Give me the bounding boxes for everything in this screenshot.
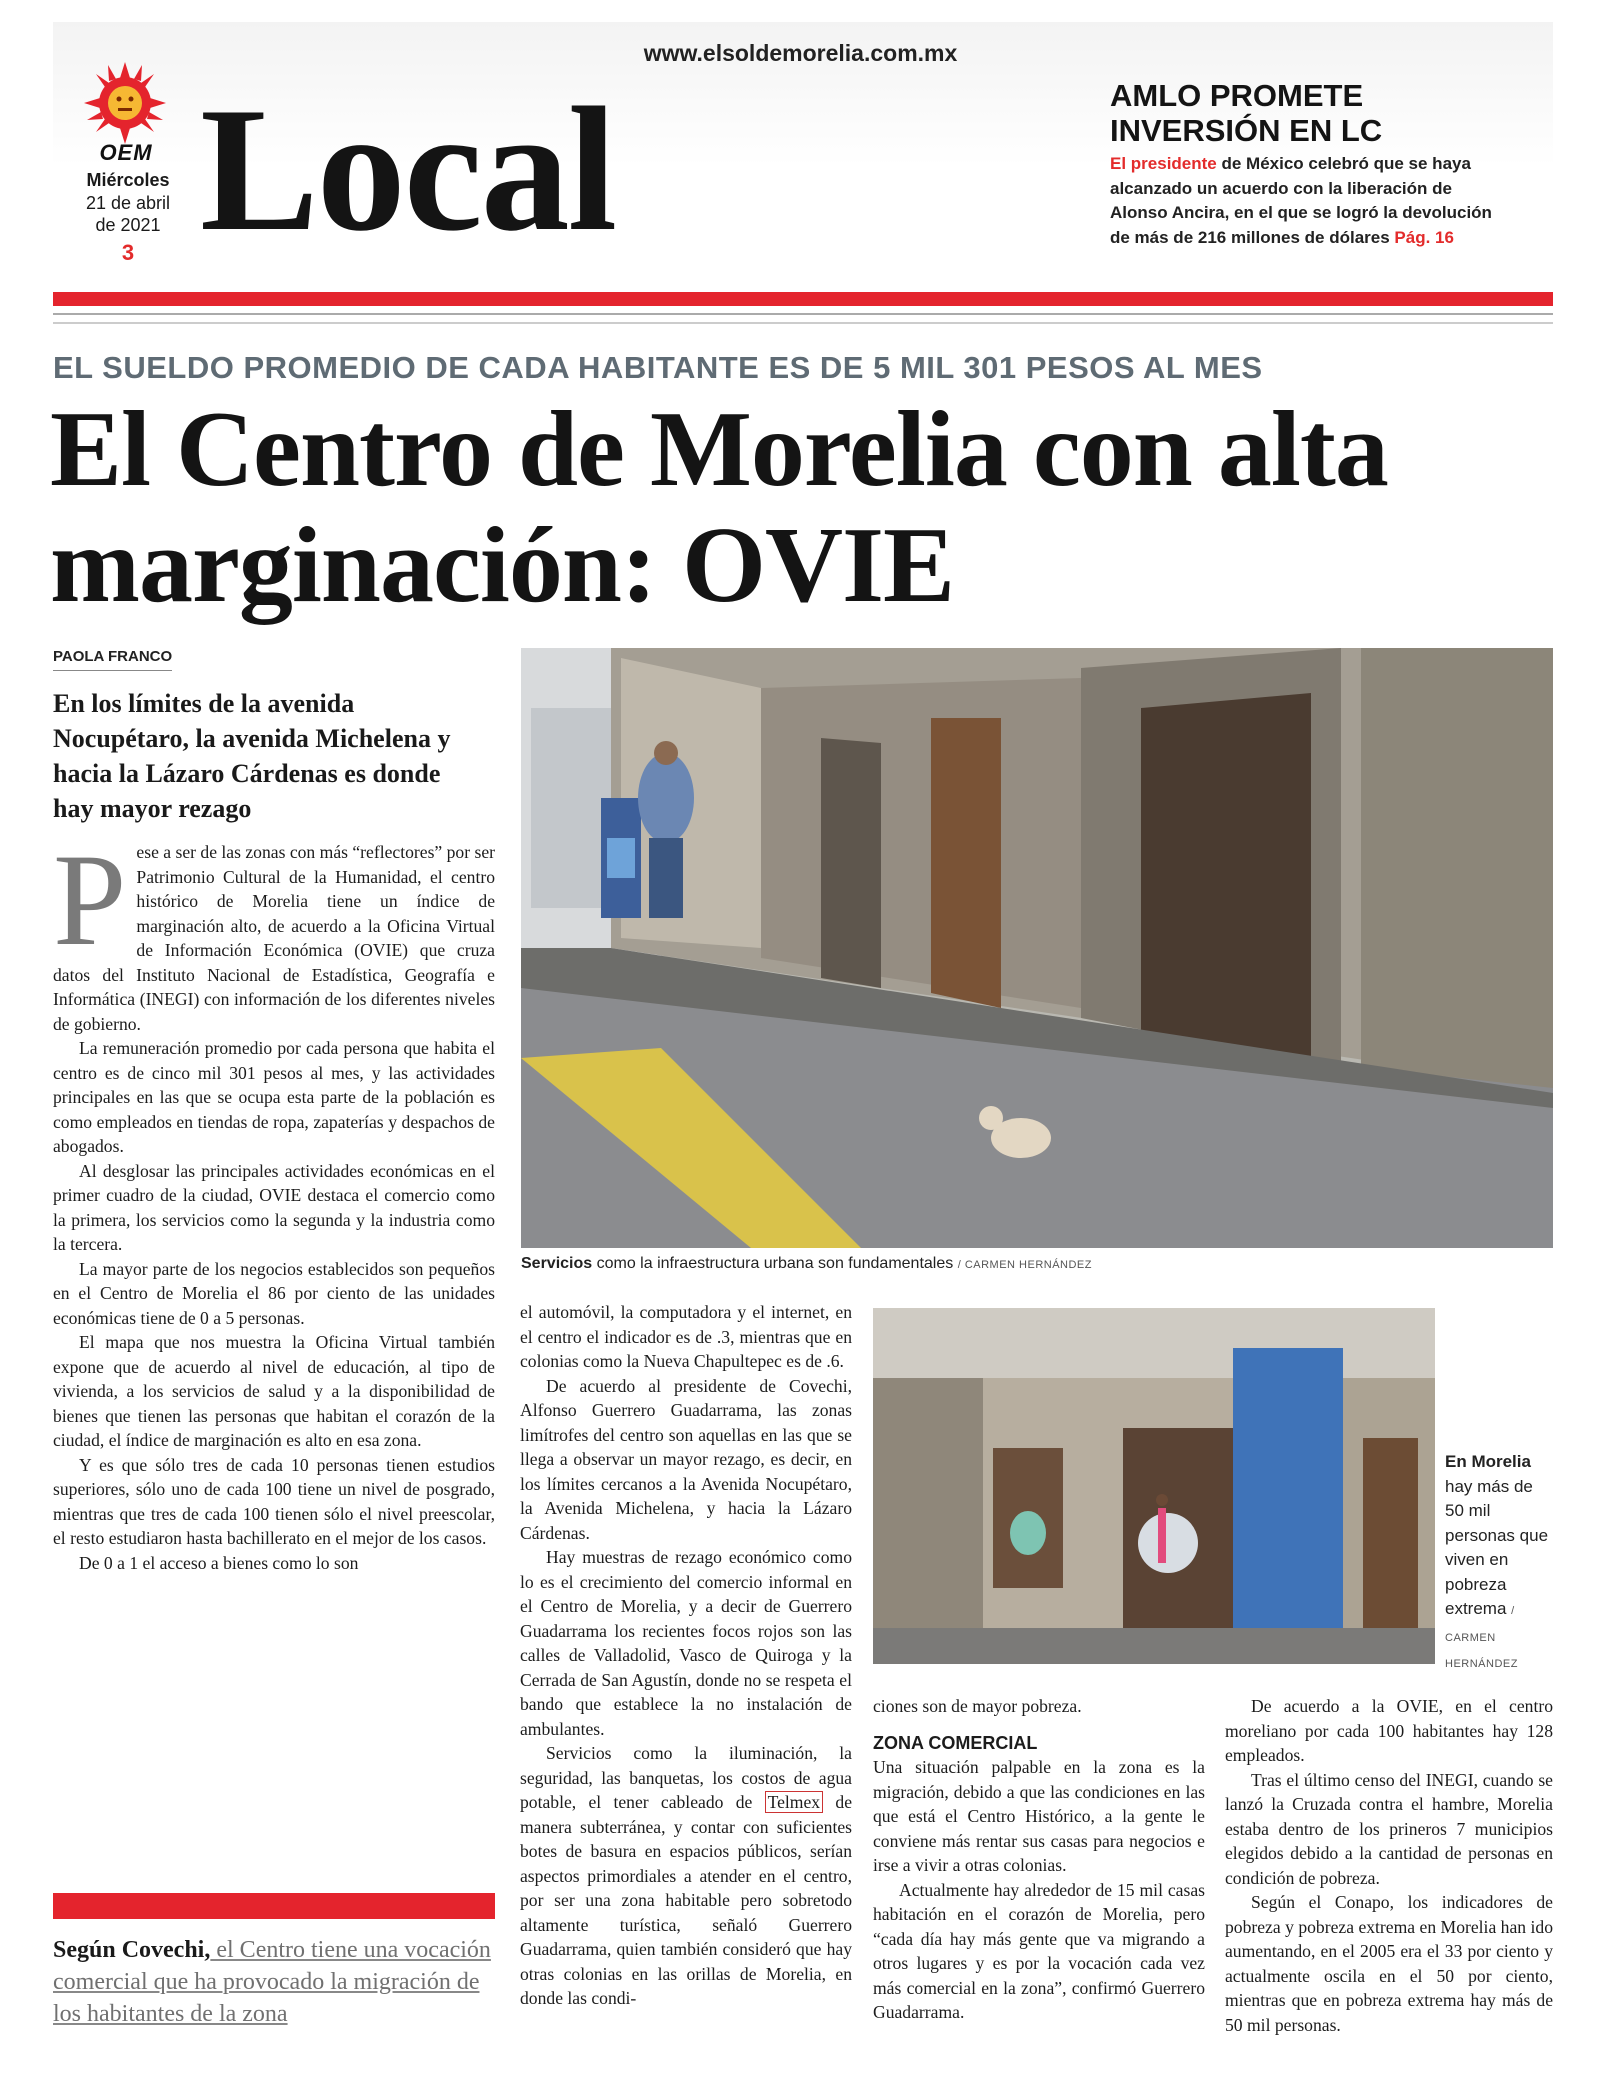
facade-photo bbox=[873, 1308, 1435, 1664]
promo-highlight: El presidente bbox=[1110, 154, 1217, 173]
article-column-2 bbox=[520, 1300, 852, 2011]
site-url[interactable]: www.elsoldemorelia.com.mx bbox=[643, 40, 958, 66]
article-column-1 bbox=[53, 826, 495, 1575]
paragraph-part: Servicios como la iluminación, la seguridad, las banquetas, los costos de agua potable, el tener cableado de bbox=[520, 1743, 852, 1812]
red-rule bbox=[53, 292, 1553, 306]
date-day: Miércoles bbox=[86, 170, 170, 190]
pullquote bbox=[53, 1934, 495, 2030]
telmex-link[interactable]: Telmex bbox=[765, 1791, 824, 1813]
pullquote-lead: Según Covechi, bbox=[53, 1937, 211, 1963]
paragraph: Una situación palpable en la zona es la migración, debido a que las condiciones en las que está el Centro Histórico, a la gente le conviene más rentar sus casas para negocios e irse a vivir a otras colonias. bbox=[873, 1757, 1205, 1875]
divider bbox=[53, 322, 1553, 324]
photo-caption bbox=[1445, 1450, 1553, 1677]
pullquote-text: el Centro tiene una vocación comercial que ha provocado la migración de los habitantes de la zona bbox=[53, 1937, 491, 2027]
page-number: 3 bbox=[121, 240, 135, 265]
promo-body bbox=[1110, 152, 1510, 250]
caption-lead: Servicios bbox=[521, 1255, 593, 1272]
paragraph: De acuerdo a la OVIE, en el centro moreliano por cada 100 habitantes hay 128 empleados. bbox=[1225, 1696, 1553, 1765]
photo-caption bbox=[521, 1255, 1553, 1273]
paragraph: Actualmente hay alrededor de 15 mil casas habitación en el corazón de Morelia, pero “cada día hay más gente que va migrando a otros lugares y es por la vocación cada vez más comercial en la zona”, confirmó Guerrero Guadarrama. bbox=[873, 1879, 1205, 2022]
divider bbox=[53, 313, 1553, 315]
paragraph: La remuneración promedio por cada persona que habita el centro es de cinco mil 301 pesos al mes, y las actividades principales en las que se ocupa esta parte de la población es como empleados en tiendas de ropa, zapaterías y despachos de abogados. bbox=[53, 1038, 495, 1156]
subsection-heading: ZONA COMERCIAL bbox=[873, 1732, 1038, 1753]
sun-logo-icon bbox=[84, 62, 166, 144]
article-column-4 bbox=[1225, 1694, 1553, 2037]
promo-text: de México celebró que se haya alcanzado un acuerdo con la liberación de Alonso Ancira, en el que se logró la devolución de más de 216 millones de dólares bbox=[1110, 154, 1492, 247]
paragraph bbox=[520, 1741, 852, 2011]
section-title: Local bbox=[200, 70, 616, 268]
street-photo bbox=[521, 648, 1553, 1248]
promo-page-link[interactable]: Pág. 16 bbox=[1394, 227, 1454, 247]
photo-credit: / CARMEN HERNÁNDEZ bbox=[1445, 1605, 1518, 1670]
byline: PAOLA FRANCO bbox=[53, 648, 172, 671]
paragraph-part: de manera subterránea, y contar con suficientes botes de basura en espacios públicos, serían aspectos primordiales a atender en el centro, por ser una zona habitable pero sobretodo altamente turística, señaló Guerrero Guadarrama, quien también consideró que hay otras colonias en las orillas de Morelia, en donde las condi- bbox=[520, 1792, 852, 2008]
paragraph: La mayor parte de los negocios establecidos son pequeños en el Centro de Morelia el 86 por ciento de las unidades económicas tiene de 0 a 5 personas. bbox=[53, 1258, 495, 1328]
paragraph: Y es que sólo tres de cada 10 personas tienen estudios superiores, sólo uno de cada 100 tiene un nivel de posgrado, mientras que tres de cada 100 tienen sólo el nivel preescolar, el resto estudiaron hasta bachillerato en el mejor de los casos. bbox=[53, 1454, 495, 1548]
photo-credit: / CARMEN HERNÁNDEZ bbox=[957, 1259, 1092, 1271]
paragraph: ciones son de mayor pobreza. bbox=[873, 1696, 1082, 1716]
article-kicker: EL SUELDO PROMEDIO DE CADA HABITANTE ES DE 5 MIL 301 PESOS AL MES bbox=[53, 350, 1263, 385]
paragraph: Hay muestras de rezago económico como lo es el crecimiento del comercio informal en el Centro de Morelia, y a decir de Guerrero Guadarrama los recientes focos rojos son las calles de Valladolid, Vasco de Quiroga y la Cerrada de San Agustín, donde no se respeta el bando que establece la no instalación de ambulantes. bbox=[520, 1547, 852, 1739]
dropcap: P bbox=[53, 826, 127, 973]
caption-lead: En Morelia bbox=[1445, 1452, 1531, 1471]
caption-text: como la infraestructura urbana son fundamentales bbox=[592, 1255, 958, 1272]
street-photo-illustration bbox=[521, 648, 1553, 1248]
facade-photo-illustration bbox=[873, 1308, 1435, 1664]
pullquote-bar bbox=[53, 1893, 495, 1919]
paragraph: De acuerdo al presidente de Covechi, Alfonso Guerrero Guadarrama, las zonas limítrofes del centro son aquellas en las que se llega a observar un mayor rezago, es decir, en los límites cercanos a la Avenida Nocupétaro, la Avenida Michelena, y hacia la Lázaro Cárdenas. bbox=[520, 1375, 852, 1543]
paragraph: el automóvil, la computadora y el internet, en el centro el indicador es de .3, mientras que en colonias como la Nueva Chapultepec es de .6. bbox=[520, 1302, 852, 1371]
article-headline: El Centro de Morelia con alta marginación: OVIE bbox=[50, 390, 1388, 625]
paragraph: ese a ser de las zonas con más “reflectores” por ser Patrimonio Cultural de la Humanidad, el centro histórico de Morelia tiene un índice de marginación alto, de acuerdo a la Oficina Virtual de Información Económica (OVIE) que cruza datos del Instituto Nacional de Estadística, Geografía e Informática (INEGI) con información de los diferentes niveles de gobierno. bbox=[53, 842, 495, 1034]
promo-title[interactable]: AMLO PROMETE INVERSIÓN EN LC bbox=[1110, 78, 1383, 148]
article-column-3 bbox=[873, 1694, 1205, 2025]
date-line bbox=[68, 192, 188, 236]
oem-logo-text: OEM bbox=[99, 140, 153, 165]
paragraph: Según el Conapo, los indicadores de pobreza y pobreza extrema en Morelia han ido aumentando, en el 2005 era el 33 por ciento y actualmente oscila en el 50 por ciento, mientras que en pobreza extrema hay más de 50 mil personas. bbox=[1225, 1892, 1553, 2035]
paragraph: Tras el último censo del INEGI, cuando se lanzó la Cruzada contra el hambre, Morelia estaba dentro de los prineros 7 municipios elegidos debido a la cantidad de personas en condición de pobreza. bbox=[1225, 1769, 1553, 1888]
date-line-1: 21 de abril bbox=[85, 193, 171, 213]
paragraph: De 0 a 1 el acceso a bienes como lo son bbox=[79, 1552, 359, 1573]
paragraph: El mapa que nos muestra la Oficina Virtual también expone que de acuerdo al nivel de educación, al tipo de vivienda, a los servicios de salud y a la disponibilidad de bienes que tienen las personas que habitan el corazón de la ciudad, el índice de marginación es alto en esa zona. bbox=[53, 1332, 495, 1450]
paragraph: Al desglosar las principales actividades económicas en el primer cuadro de la ciudad, OVIE destaca el comercio como la primera, los servicios como la segunda y la industria como la tercera. bbox=[53, 1160, 495, 1254]
date-line-2: de 2021 bbox=[95, 215, 161, 235]
article-subhead: En los límites de la avenida Nocupétaro, la avenida Michelena y hacia la Lázaro Cárdenas es donde hay mayor rezago bbox=[53, 689, 451, 823]
caption-text: hay más de 50 mil personas que viven en pobreza extrema bbox=[1445, 1476, 1549, 1618]
